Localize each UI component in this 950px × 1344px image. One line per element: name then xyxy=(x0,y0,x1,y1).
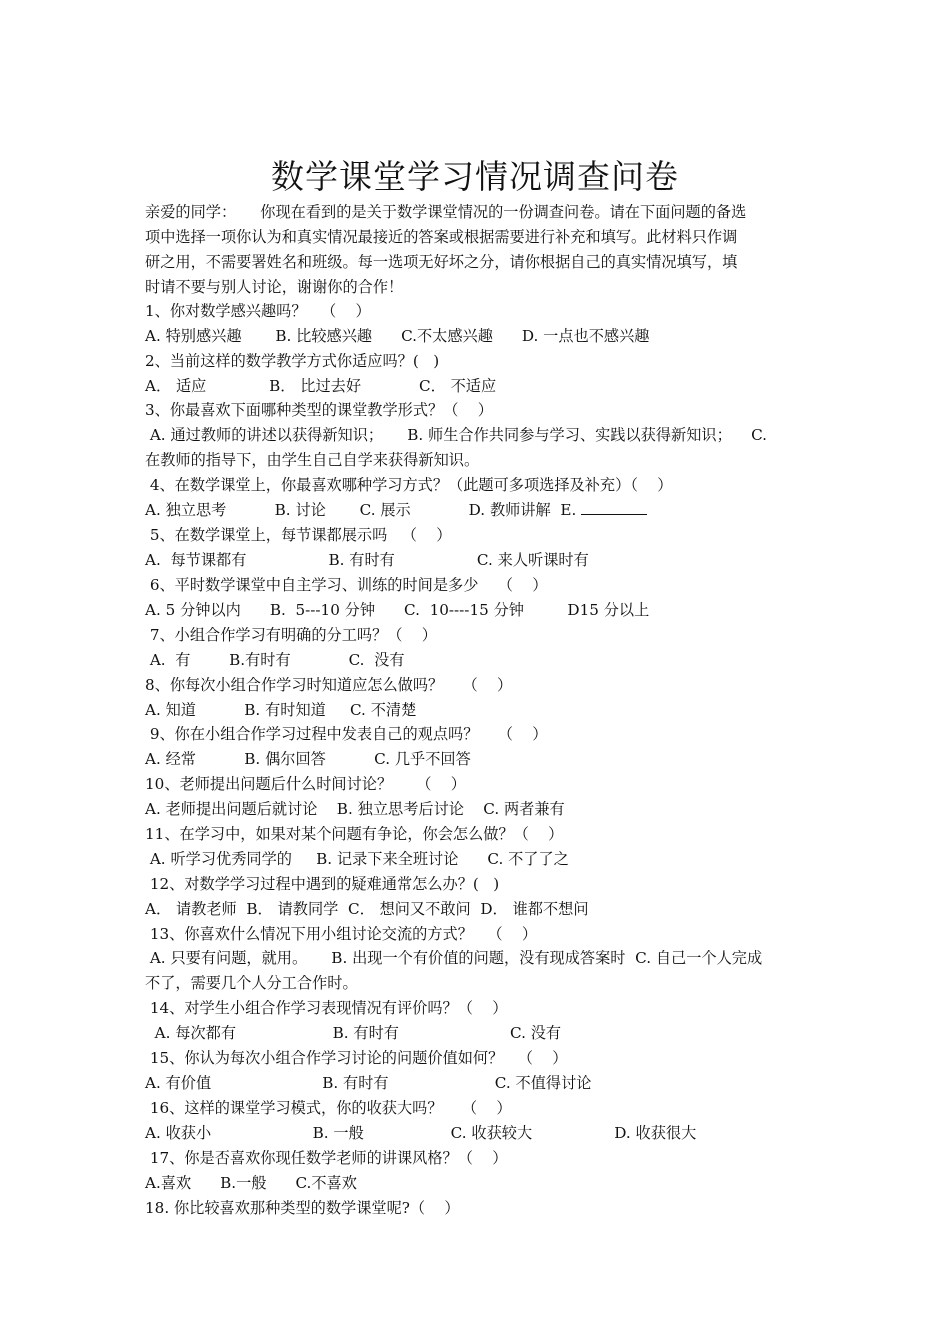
question-2: 2、当前这样的数学教学方式你适应吗？( ) xyxy=(145,352,440,370)
options-6: A. 5 分钟以内 B. 5---10 分钟 C. 10----15 分钟 D15 分以上 xyxy=(145,601,650,619)
options-17: A.喜欢 B.一般 C.不喜欢 xyxy=(145,1174,357,1192)
options-3-cont: 在教师的指导下，由学生自己自学来获得新知识。 xyxy=(145,451,480,469)
options-4 xyxy=(145,498,647,522)
question-5: 5、在数学课堂上，每节课都展示吗 （ ） xyxy=(145,526,452,544)
options-14: A. 每次都有 B. 有时有 C. 没有 xyxy=(145,1024,562,1042)
intro-line: 时请不要与别人讨论，谢谢你的合作！ xyxy=(145,278,404,296)
question-6: 6、平时数学课堂中自主学习、训练的时间是多少 （ ） xyxy=(145,576,548,594)
options-8: A. 知道 B. 有时知道 C. 不清楚 xyxy=(145,701,417,719)
intro-line: 研之用，不需要署姓名和班级。每一选项无好坏之分，请你根据自己的真实情况填写，填 xyxy=(145,253,738,271)
options-9: A. 经常 B. 偶尔回答 C. 几乎不回答 xyxy=(145,750,471,768)
options-1: A. 特别感兴趣 B. 比较感兴趣 C.不太感兴趣 D. 一点也不感兴趣 xyxy=(145,327,650,345)
intro-line: 项中选择一项你认为和真实情况最接近的答案或根据需要进行补充和填写。此材料只作调 xyxy=(145,228,738,246)
options-16: A. 收获小 B. 一般 C. 收获较大 D. 收获很大 xyxy=(145,1124,697,1142)
options-13: A. 只要有问题，就用。 B. 出现一个有价值的问题，没有现成答案时 C. 自己一个人完成 xyxy=(145,949,763,967)
question-7: 7、小组合作学习有明确的分工吗？（ ） xyxy=(145,626,437,644)
options-7: A. 有 B.有时有 C. 没有 xyxy=(145,651,405,669)
options-12: A． 请教老师 B． 请教同学 C． 想问又不敢问 D． 谁都不想问 xyxy=(145,900,589,918)
intro-line: 亲爱的同学： 你现在看到的是关于数学课堂情况的一份调查问卷。请在下面问题的备选 xyxy=(145,203,747,221)
question-9: 9、你在小组合作学习过程中发表自己的观点吗？ （ ） xyxy=(145,725,548,743)
question-14: 14、对学生小组合作学习表现情况有评价吗？（ ） xyxy=(145,999,508,1017)
options-4-text: A. 独立思考 B. 讨论 C. 展示 D. 教师讲解 E. xyxy=(145,501,582,519)
options-11: A. 听学习优秀同学的 B. 记录下来全班讨论 C. 不了了之 xyxy=(145,850,569,868)
question-8: 8、你每次小组合作学习时知道应怎么做吗？ （ ） xyxy=(145,676,513,694)
question-13: 13、你喜欢什么情况下用小组讨论交流的方式？ （ ） xyxy=(145,925,538,943)
question-3: 3、你最喜欢下面哪种类型的课堂教学形式？（ ） xyxy=(145,401,493,419)
question-11: 11、在学习中，如果对某个问题有争论，你会怎么做？（ ） xyxy=(145,825,564,843)
question-1: 1、你对数学感兴趣吗？ （ ） xyxy=(145,302,371,320)
options-2: A． 适应 B． 比过去好 C． 不适应 xyxy=(145,377,497,395)
question-12: 12、对数学学习过程中遇到的疑难通常怎么办？( ) xyxy=(145,875,500,893)
options-15: A. 有价值 B. 有时有 C. 不值得讨论 xyxy=(145,1074,592,1092)
page-title: 数学课堂学习情况调查问卷 xyxy=(271,157,679,196)
question-10: 10、老师提出问题后什么时间讨论？ （ ） xyxy=(145,775,466,793)
options-13-cont: 不了，需要几个人分工合作时。 xyxy=(145,974,358,992)
options-5: A. 每节课都有 B. 有时有 C. 来人听课时有 xyxy=(145,551,589,569)
question-4: 4、在数学课堂上，你最喜欢哪种学习方式？（此题可多项选择及补充）（ ） xyxy=(145,476,673,494)
options-10: A. 老师提出问题后就讨论 B. 独立思考后讨论 C. 两者兼有 xyxy=(145,800,565,818)
question-15: 15、你认为每次小组合作学习讨论的问题价值如何？ （ ） xyxy=(145,1049,568,1067)
question-18: 18. 你比较喜欢那种类型的数学课堂呢?（ ） xyxy=(145,1199,460,1217)
question-16: 16、这样的课堂学习模式，你的收获大吗？ （ ） xyxy=(145,1099,512,1117)
fill-in-blank[interactable] xyxy=(581,499,647,515)
question-17: 17、你是否喜欢你现任数学老师的讲课风格？（ ） xyxy=(145,1149,508,1167)
options-3: A. 通过教师的讲述以获得新知识； B. 师生合作共同参与学习、实践以获得新知识； C. xyxy=(145,426,767,444)
